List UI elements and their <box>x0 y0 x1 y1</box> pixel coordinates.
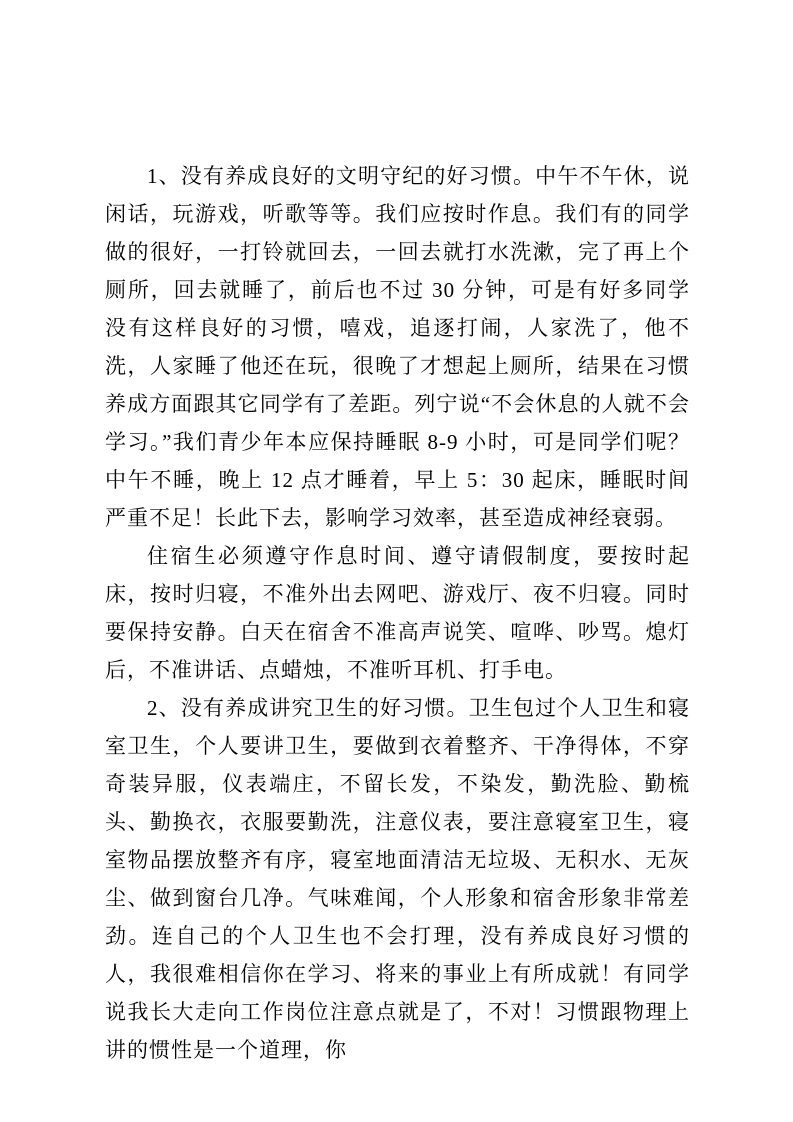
paragraph-1: 1、没有养成良好的文明守纪的好习惯。中午不午休，说闲话，玩游戏，听歌等等。我们应按时作息。我们有的同学做的很好，一打铃就回去，一回去就打水洗漱，完了再上个厕所，回去就睡了，前后也不过 30 分钟，可是有好多同学没有这样良好的习惯，嘻戏，追逐打闹，人家洗了，他不洗，人家睡了他还在玩，很晚了才想起上厕所，结果在习惯养成方面跟其它同学有了差距。列宁说“不会休息的人就不会学习。”我们青少年本应保持睡眠 8-9 小时，可是同学们呢？中午不睡，晚上 12 点才睡着，早上 5：30 起床，睡眠时间严重不足！长此下去，影响学习效率，甚至造成神经衰弱。 <box>105 164 690 530</box>
paragraph-2: 住宿生必须遵守作息时间、遵守请假制度，要按时起床，按时归寝，不准外出去网吧、游戏厅、夜不归寝。同时要保持安静。白天在宿舍不准高声说笑、喧哗、吵骂。熄灯后，不准讲话、点蜡烛，不准听耳机、打手电。 <box>105 544 690 682</box>
paragraph-3: 2、没有养成讲究卫生的好习惯。卫生包过个人卫生和寝室卫生，个人要讲卫生，要做到衣着整齐、干净得体，不穿奇装异服，仪表端庄，不留长发，不染发，勤洗脸、勤梳头、勤换衣，衣服要勤洗，注意仪表，要注意寝室卫生，寝室物品摆放整齐有序，寝室地面清洁无垃圾、无积水、无灰尘、做到窗台几净。气味难闻，个人形象和宿舍形象非常差劲。连自己的个人卫生也不会打理，没有养成良好习惯的人，我很难相信你在学习、将来的事业上有所成就！有同学说我长大走向工作岗位注意点就是了，不对！习惯跟物理上讲的惯性是一个道理，你 <box>105 696 690 1062</box>
document-body <box>105 157 690 1069</box>
